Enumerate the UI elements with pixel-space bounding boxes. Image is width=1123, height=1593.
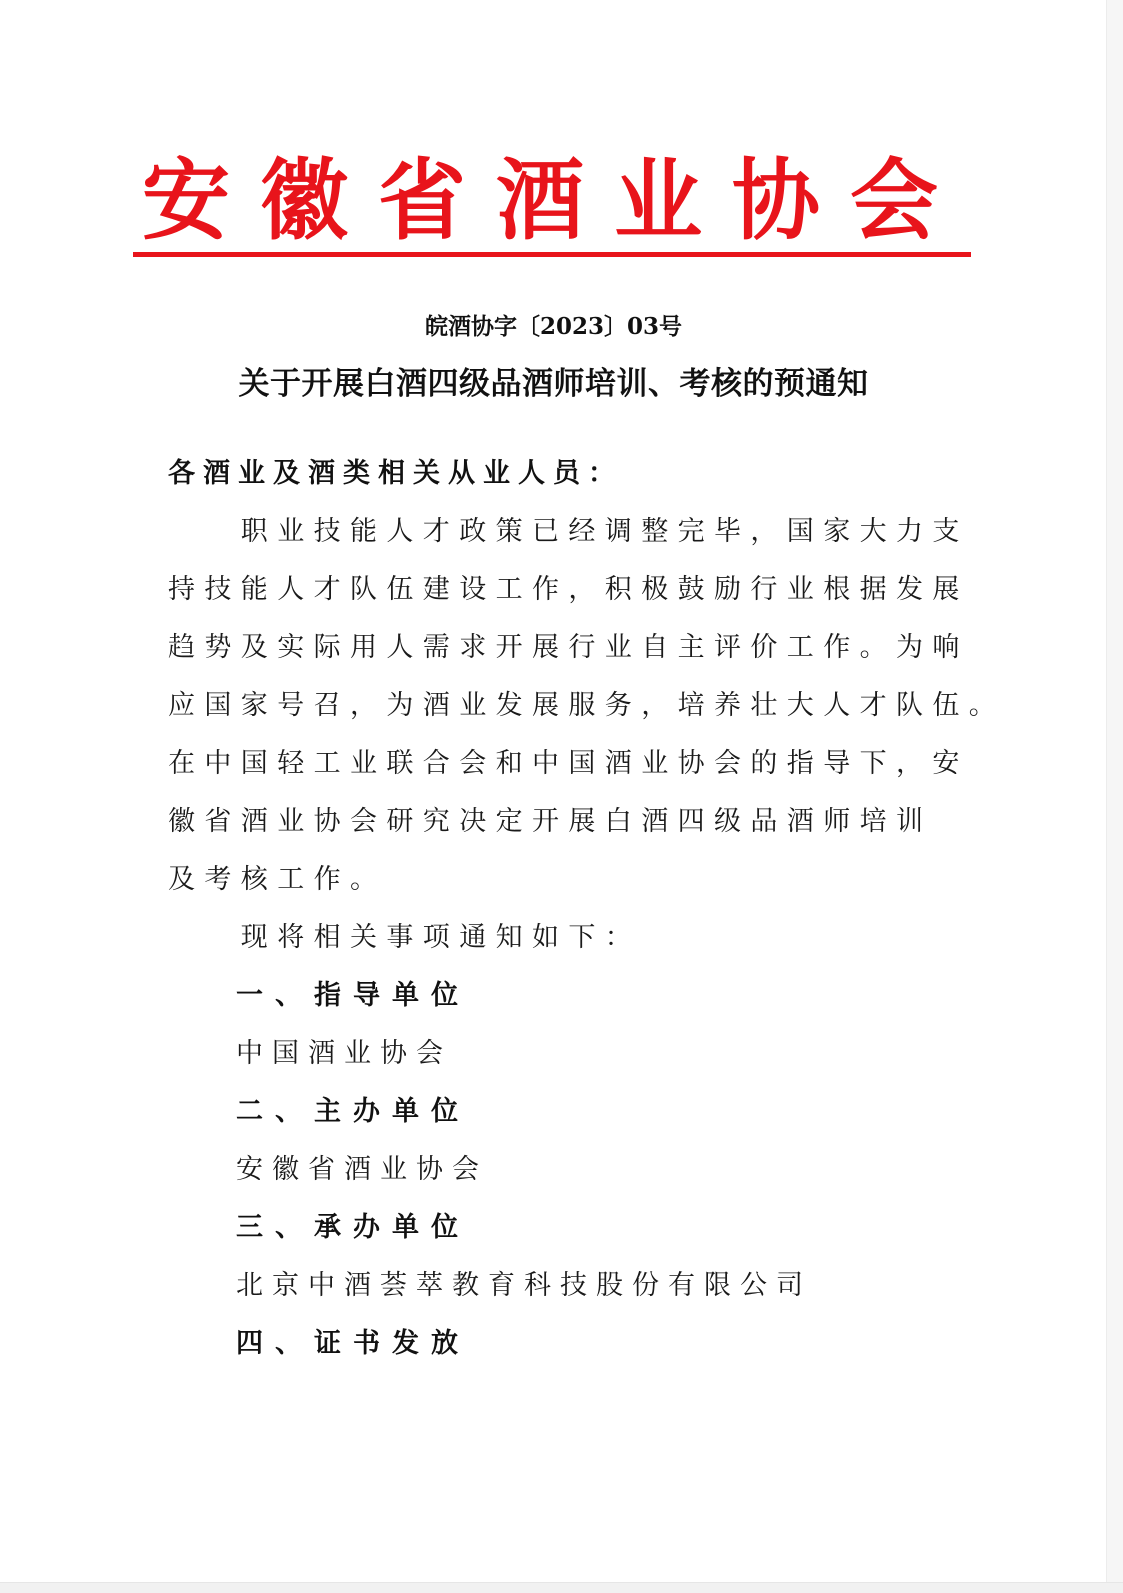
paragraph-line: 趋势及实际用人需求开展行业自主评价工作。为响	[168, 632, 969, 663]
section-heading-organizer: 三、承办单位	[236, 1212, 470, 1243]
section-content-host: 安徽省酒业协会	[236, 1154, 488, 1185]
masthead-org-name: 安徽省酒业协会	[141, 148, 968, 252]
intro-line: 现将相关事项通知如下：	[168, 922, 642, 953]
masthead-red-rule	[133, 252, 971, 257]
document-number: 皖酒协字〔2023〕03号	[424, 313, 683, 340]
paragraph-line: 职业技能人才政策已经调整完毕，国家大力支	[168, 516, 969, 547]
section-heading-host: 二、主办单位	[236, 1096, 470, 1127]
paragraph-line: 在中国轻工业联合会和中国酒业协会的指导下，安	[168, 748, 969, 779]
salutation: 各酒业及酒类相关从业人员：	[168, 458, 623, 489]
paragraph-line: 应国家号召，为酒业发展服务，培养壮大人才队伍。	[168, 690, 1006, 721]
paragraph-line: 持技能人才队伍建设工作，积极鼓励行业根据发展	[168, 574, 969, 605]
section-content-organizer: 北京中酒荟萃教育科技股份有限公司	[236, 1270, 812, 1301]
section-heading-certificate: 四、证书发放	[236, 1328, 470, 1359]
paragraph-line: 及考核工作。	[168, 864, 387, 895]
section-heading-guidance: 一、指导单位	[236, 980, 470, 1011]
viewer-scroll-edge[interactable]	[1106, 0, 1123, 1593]
section-content-guidance: 中国酒业协会	[236, 1038, 452, 1069]
viewer-bottom-edge	[0, 1582, 1123, 1593]
document-title: 关于开展白酒四级品酒师培训、考核的预通知	[238, 366, 869, 402]
paragraph-line: 徽省酒业协会研究决定开展白酒四级品酒师培训	[168, 806, 933, 837]
